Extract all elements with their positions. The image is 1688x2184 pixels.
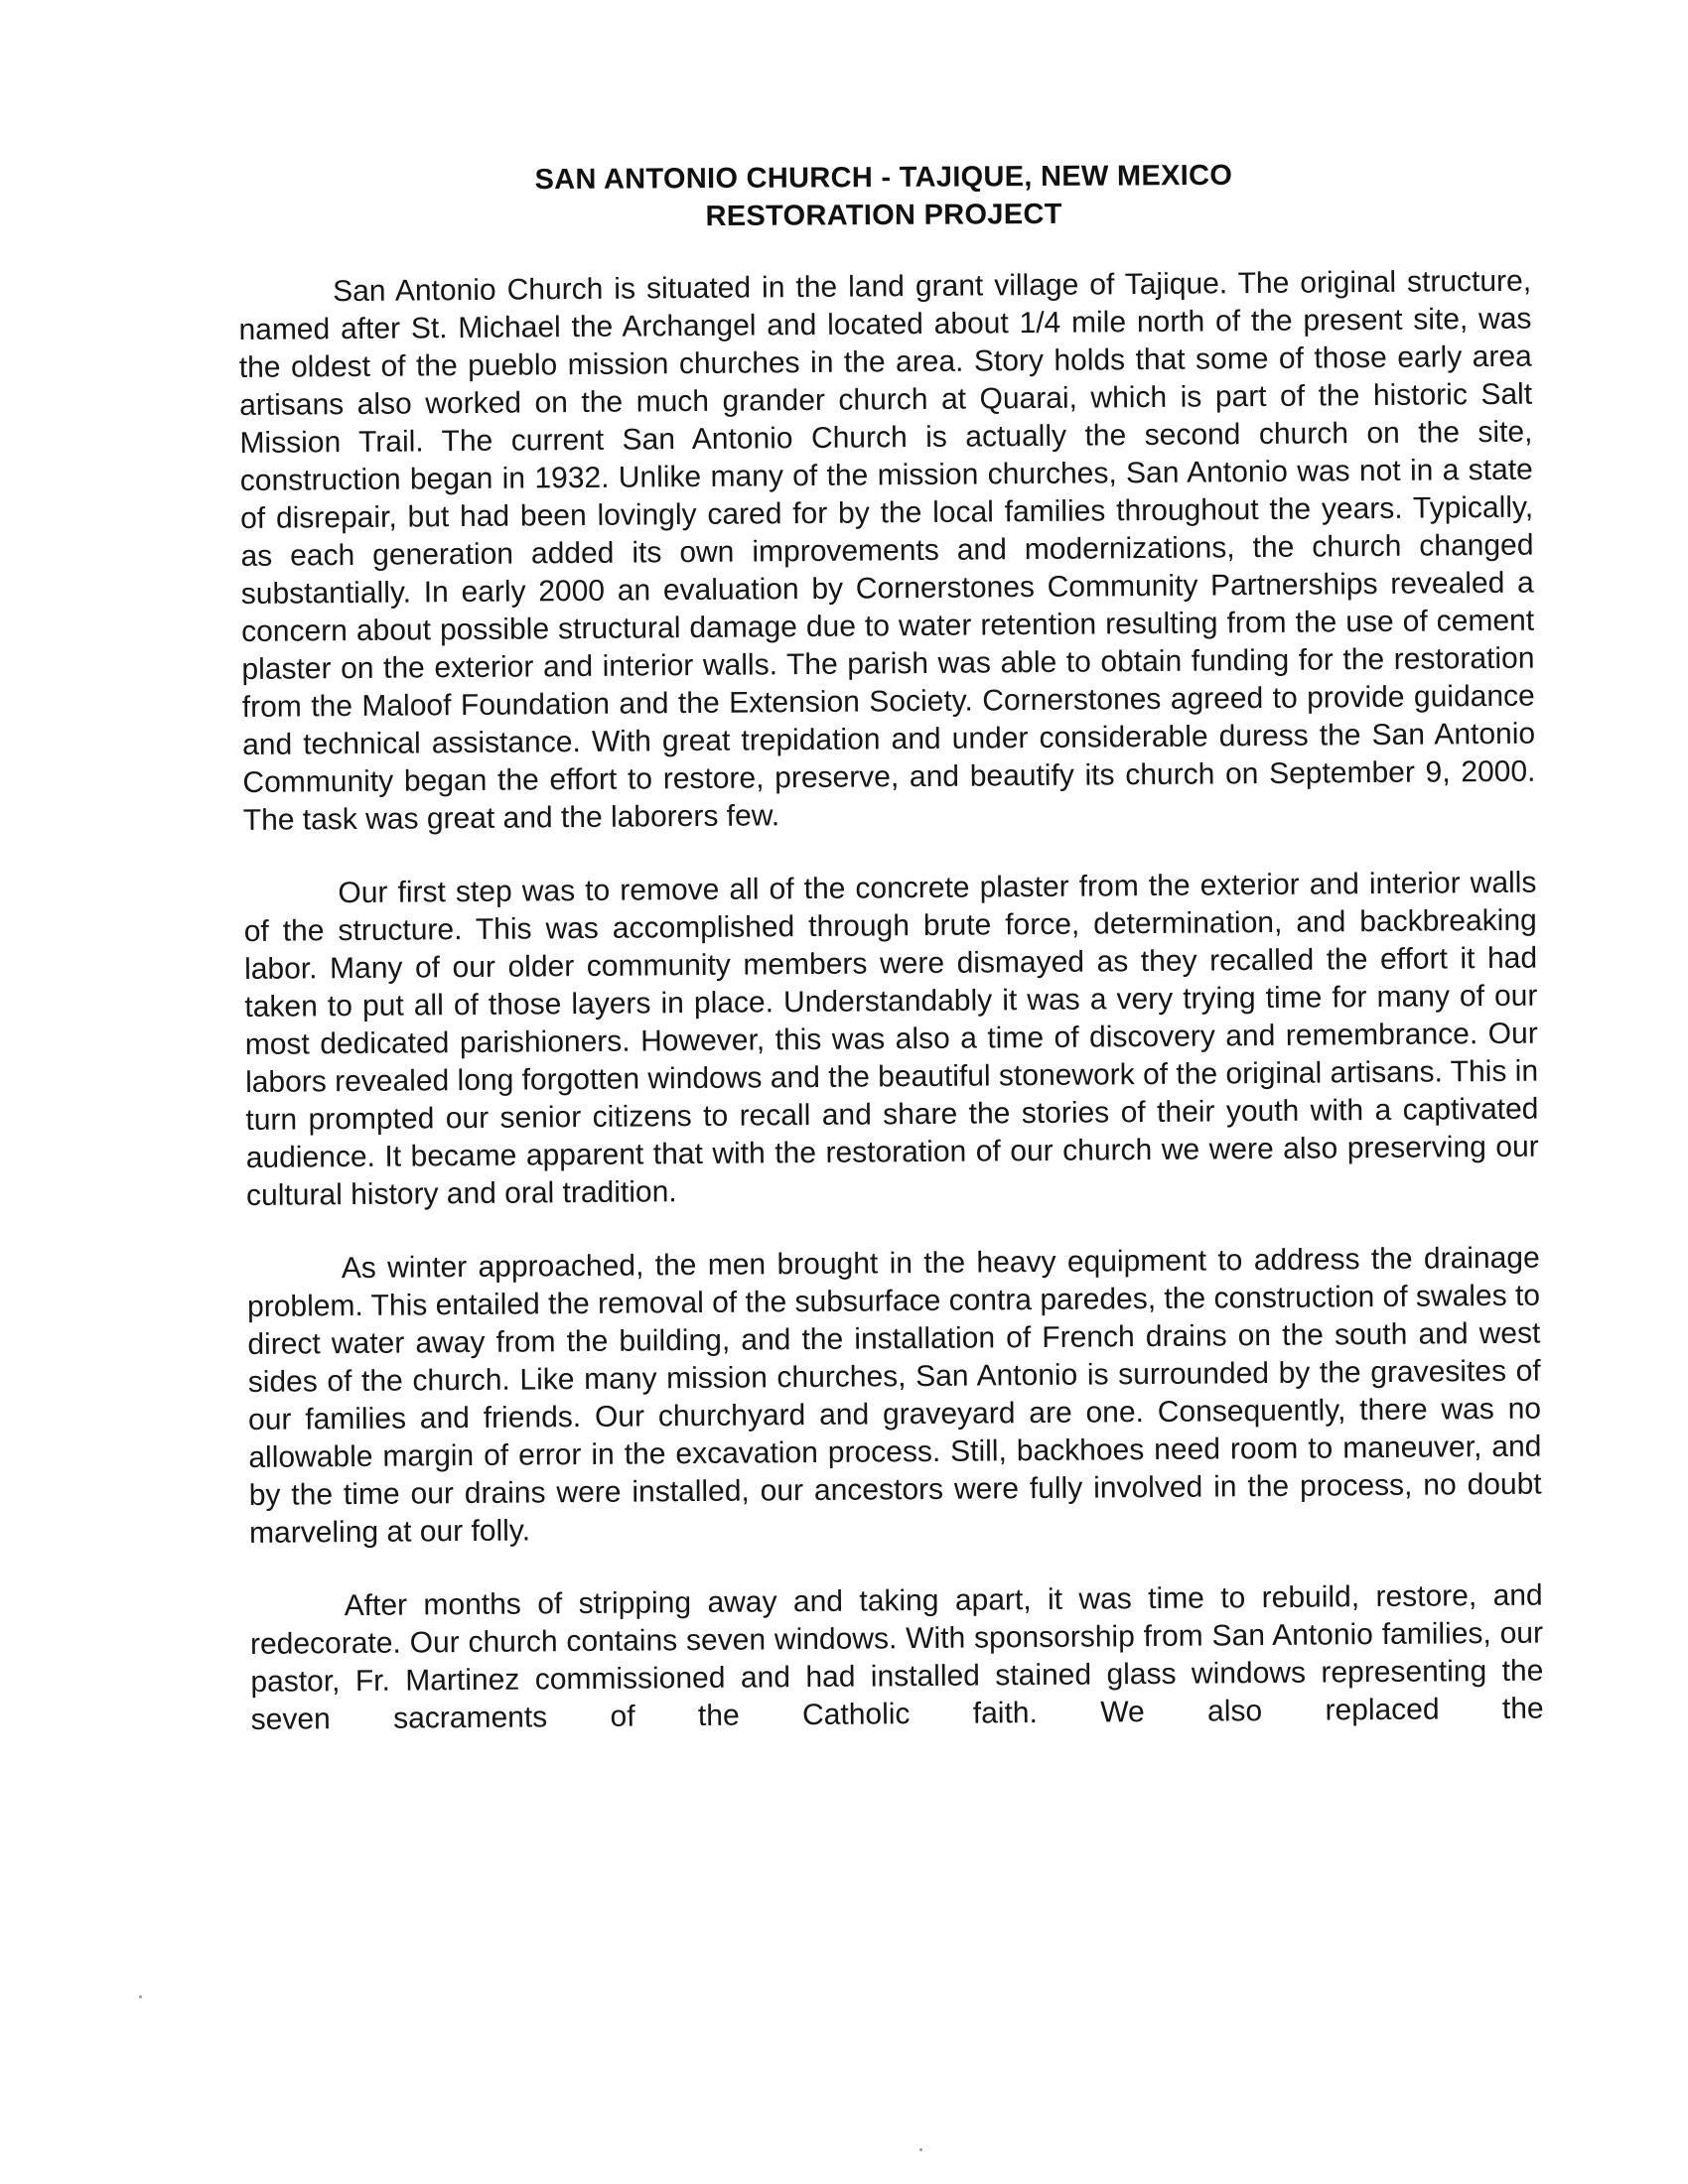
paragraph-4: After months of stripping away and taking apart, it was time to rebuild, restore, and redecorate. Our church contains seven windows. With sponsorship from San Antonio families, our pastor, Fr. Martinez commissioned and had installed stained glass windows representing the seven sacraments of the Catholic faith. We also replaced the	[249, 1578, 1544, 1736]
title-line-2: RESTORATION PROJECT	[705, 198, 1062, 233]
paragraph-2: Our first step was to remove all of the concrete plaster from the exterior and interior walls of the structure. This was accomplished through brute force, determination, and backbreaking labor. Many of our older community members were dismayed as they recalled the effort it had taken to put all of those layers in place. Understandably it was a very trying time for many of our most dedicated parishioners. However, this was also a time of discovery and remembrance. Our labors revealed long forgotten windows and the beautiful stonework of the original artisans. This in turn prompted our senior citizens to recall and share the stories of their youth with a captivated audience. It became apparent that with the restoration of our church we were also preserving our cultural history and oral tradition.	[243, 866, 1539, 1212]
document-title	[238, 155, 1529, 238]
paragraph-3: As winter approached, the men brought in the heavy equipment to address the drainage problem. This entailed the removal of the subsurface contra paredes, the construction of swales to direct water away from the building, and the installation of French drains on the south and west sides of the church. Like many mission churches, San Antonio is surrounded by the gravesites of our families and friends. Our churchyard and graveyard are one. Consequently, there was no allowable margin of error in the excavation process. Still, backhoes need room to maneuver, and by the time our drains were installed, our ancestors were fully involved in the process, no doubt marveling at our folly.	[246, 1241, 1542, 1550]
scan-speck	[919, 2148, 922, 2151]
document-body	[238, 263, 1544, 1775]
title-line-1: SAN ANTONIO CHURCH - TAJIQUE, NEW MEXICO	[534, 159, 1233, 197]
scan-speck	[139, 1995, 142, 1998]
paragraph-1: San Antonio Church is situated in the land grant village of Tajique. The original structure, named after St. Michael the Archangel and located about 1/4 mile north of the present site, was the oldest of the pueblo mission churches in the area. Story holds that some of those early area artisans also worked on the much grander church at Quarai, which is part of the historic Salt Mission Trail. The current San Antonio Church is actually the second church on the site, construction began in 1932. Unlike many of the mission churches, San Antonio was not in a state of disrepair, but had been lovingly cared for by the local families throughout the years. Typically, as each generation added its own improvements and modernizations, the church changed substantially. In early 2000 an evaluation by Cornerstones Community Partnerships revealed a concern about possible structural damage due to water retention resulting from the use of cement plaster on the exterior and interior walls. The parish was able to obtain funding for the restoration from the Maloof Foundation and the Extension Society. Cornerstones agreed to provide guidance and technical assistance. With great trepidation and under considerable duress the San Antonio Community began the effort to restore, preserve, and beautify its church on September 9, 2000. The task was great and the laborers few.	[238, 264, 1536, 837]
